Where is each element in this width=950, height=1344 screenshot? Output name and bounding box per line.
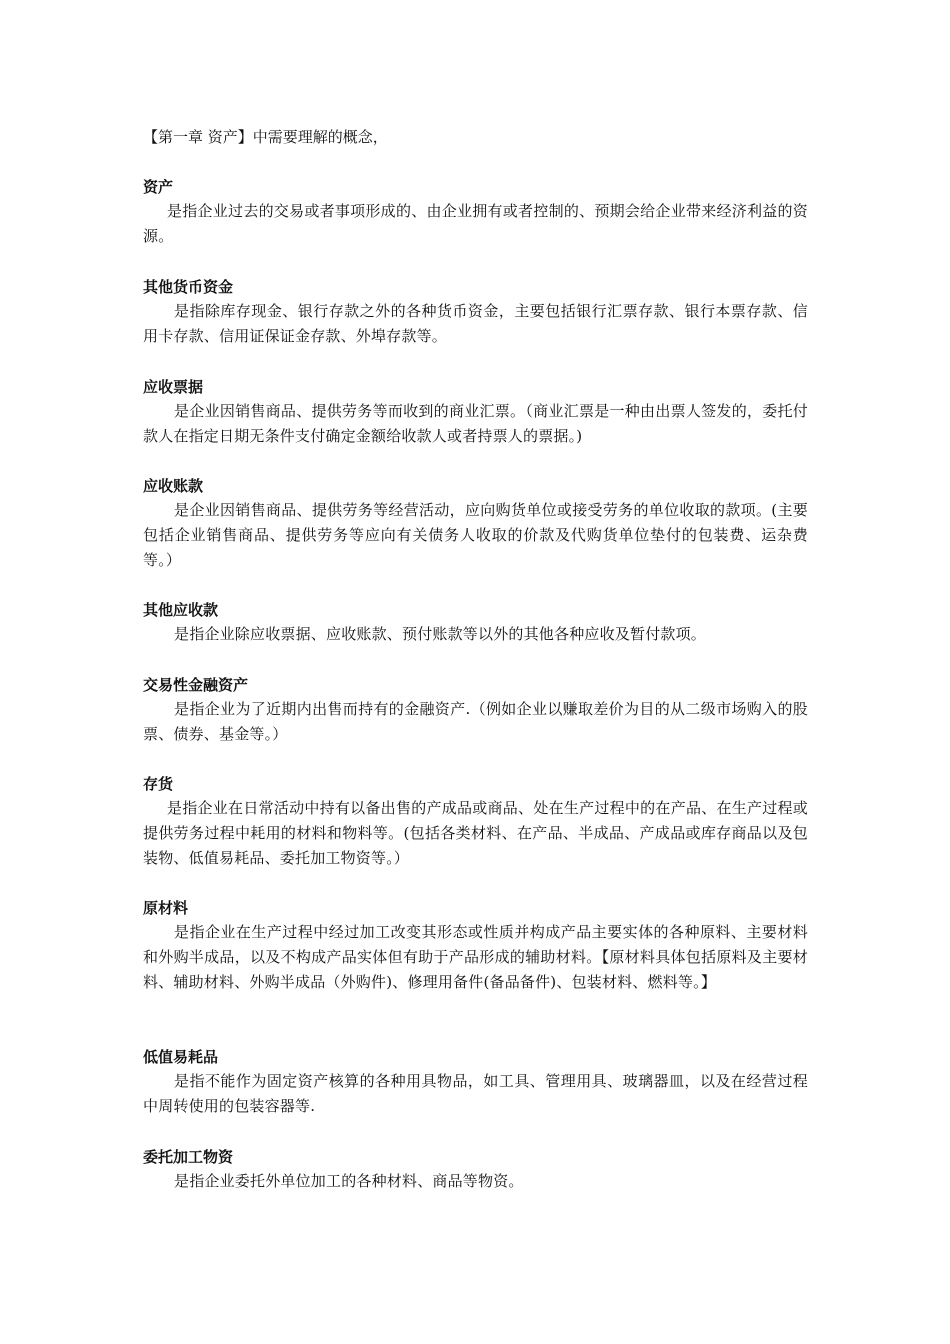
term-title: 应收票据: [143, 378, 204, 396]
term-definition: 是指企业在日常活动中持有以备出售的产成品或商品、处在生产过程中的在产品、在生产过程或提供劳务过程中耗用的材料和物料等。(包括各类材料、在产品、半成品、产成品或库存商品以及包装物、低值易耗品、委托加工物资等。）: [143, 799, 808, 867]
term-definition: 是企业因销售商品、提供劳务等而收到的商业汇票。（商业汇票是一种由出票人签发的，委托付款人在指定日期无条件支付确定金额给收款人或者持票人的票据。): [143, 402, 808, 445]
term-section: [143, 598, 808, 647]
term-section: [143, 175, 808, 249]
term-definition: 是指企业除应收票据、应收账款、预付账款等以外的其他各种应收及暂付款项。: [174, 625, 707, 643]
term-section: [143, 474, 808, 573]
term-section: [143, 772, 808, 871]
term-section: [143, 375, 808, 449]
term-title: 低值易耗品: [143, 1048, 219, 1066]
term-title: 应收账款: [143, 477, 204, 495]
term-title: 其他货币资金: [143, 278, 234, 296]
term-title: 交易性金融资产: [143, 676, 249, 694]
chapter-intro: 【第一章 资产】中需要理解的概念，: [143, 128, 388, 146]
term-section: [143, 896, 808, 995]
term-title: 原材料: [143, 899, 189, 917]
term-section: [143, 275, 808, 349]
term-title: 存货: [143, 775, 174, 793]
term-definition: 是指企业为了近期内出售而持有的金融资产.（例如企业以赚取差价为目的从二级市场购入的股票、债券、基金等。）: [143, 700, 808, 743]
term-definition: 是指不能作为固定资产核算的各种用具物品，如工具、管理用具、玻璃器皿，以及在经营过程中周转使用的包装容器等.: [143, 1072, 808, 1115]
term-definition: 是企业因销售商品、提供劳务等经营活动，应向购货单位或接受劳务的单位收取的款项。(主要包括企业销售商品、提供劳务等应向有关债务人收取的价款及代购货单位垫付的包装费、运杂费等。）: [143, 501, 808, 569]
term-title: 其他应收款: [143, 601, 219, 619]
term-title: 资产: [143, 178, 174, 196]
term-title: 委托加工物资: [143, 1148, 234, 1166]
term-section: [143, 1145, 808, 1194]
term-section: [143, 1045, 808, 1119]
term-definition: 是指企业委托外单位加工的各种材料、商品等物资。: [174, 1172, 524, 1190]
term-definition: 是指企业过去的交易或者事项形成的、由企业拥有或者控制的、预期会给企业带来经济利益的资源。: [143, 202, 808, 245]
term-definition: 是指除库存现金、银行存款之外的各种货币资金，主要包括银行汇票存款、银行本票存款、信用卡存款、信用证保证金存款、外埠存款等。: [143, 302, 808, 345]
term-section: [143, 673, 808, 747]
term-definition: 是指企业在生产过程中经过加工改变其形态或性质并构成产品主要实体的各种原料、主要材料和外购半成品，以及不构成产品实体但有助于产品形成的辅助材料。【原材料具体包括原料及主要材料、辅助材料、外购半成品（外购件)、修理用备件(备品备件)、包装材料、燃料等。】: [143, 923, 808, 991]
